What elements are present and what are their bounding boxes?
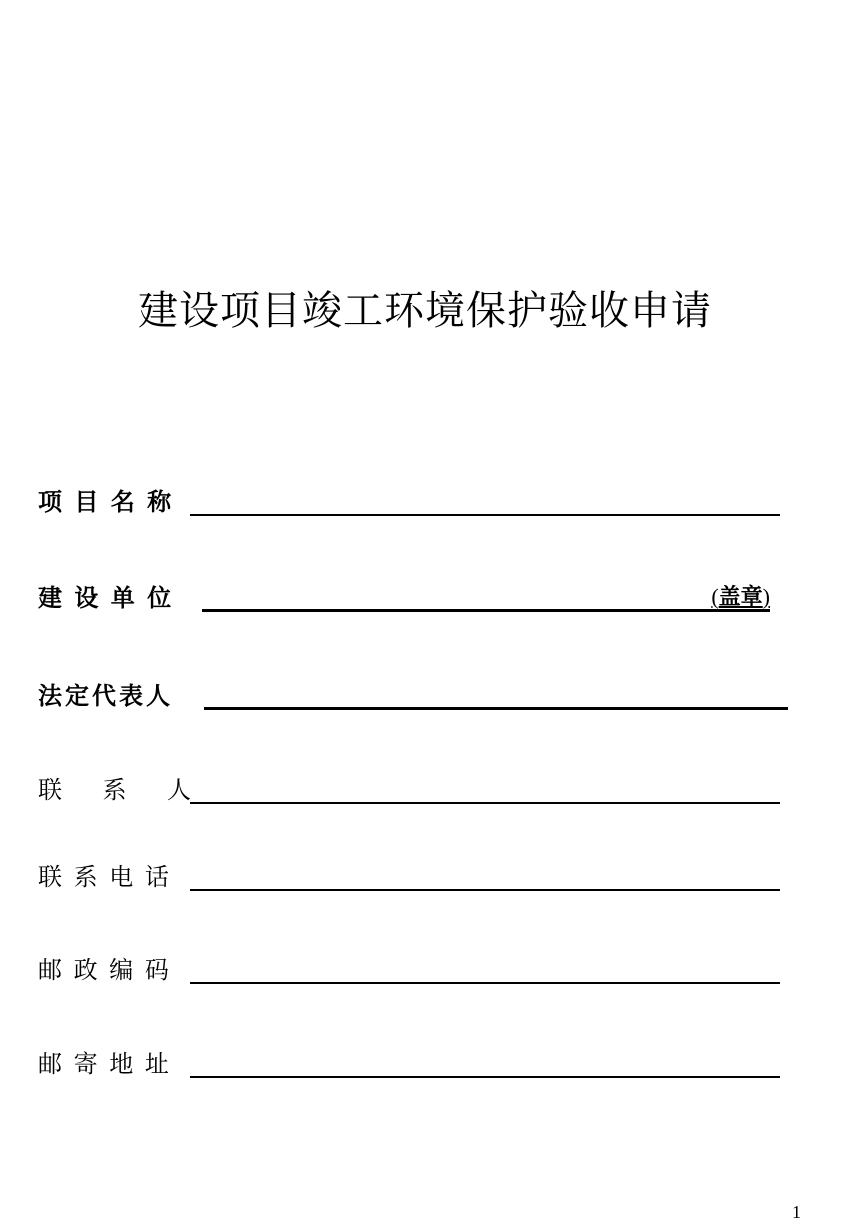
seal-text: 盖章 — [718, 585, 763, 610]
mailing-address-blank[interactable] — [190, 1076, 780, 1078]
field-label: 邮 寄 地 址 — [38, 1050, 171, 1078]
seal-note — [711, 583, 770, 612]
field-contact-person — [38, 766, 798, 806]
field-construction-unit — [38, 574, 798, 614]
contact-person-blank[interactable] — [190, 802, 780, 804]
field-label: 邮 政 编 码 — [38, 956, 171, 984]
seal-open-paren: ( — [711, 584, 719, 609]
construction-unit-blank[interactable] — [202, 609, 770, 612]
project-name-blank[interactable] — [190, 514, 780, 516]
field-contact-phone — [38, 853, 798, 893]
field-legal-representative — [38, 672, 798, 712]
field-label: 联 系 电 话 — [38, 863, 171, 891]
field-label: 建 设 单 位 — [38, 584, 174, 612]
contact-phone-blank[interactable] — [190, 889, 780, 891]
postal-code-blank[interactable] — [190, 982, 780, 984]
field-label: 联 系 人 — [38, 776, 194, 804]
field-project-name — [38, 478, 798, 518]
legal-representative-blank[interactable] — [204, 707, 788, 710]
document-title: 建设项目竣工环境保护验收申请 — [138, 287, 712, 334]
field-label: 项 目 名 称 — [38, 488, 174, 516]
field-label: 法定代表人 — [38, 682, 173, 710]
page-number: 1 — [792, 1202, 801, 1222]
field-postal-code — [38, 946, 798, 986]
field-mailing-address — [38, 1040, 798, 1080]
seal-close-paren: ) — [762, 584, 770, 609]
